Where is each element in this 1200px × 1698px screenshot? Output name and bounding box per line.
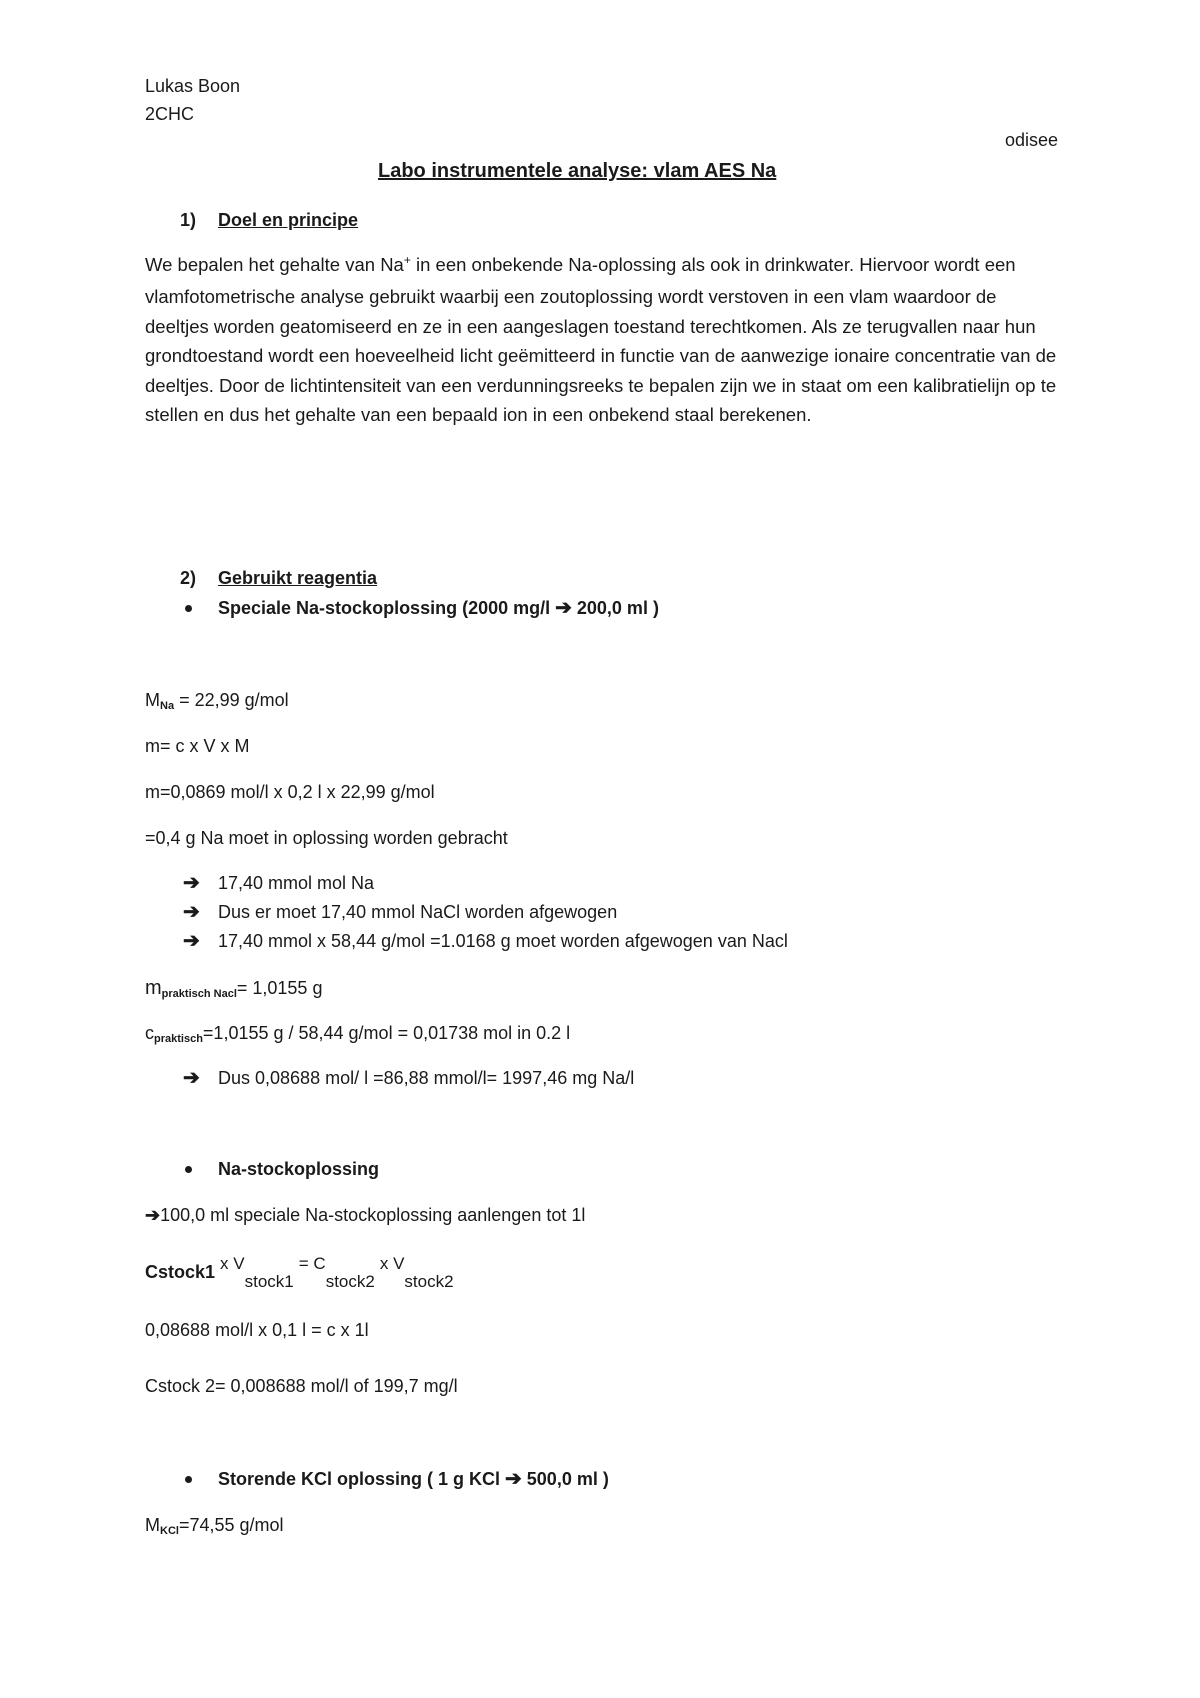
formula-line: m=0,0869 mol/l x 0,2 l x 22,99 g/mol	[145, 782, 435, 802]
right-arrow-icon: ➔	[555, 597, 572, 619]
author-name: Lukas Boon	[145, 76, 241, 96]
right-arrow-icon: ➔	[505, 1468, 522, 1490]
formula-line: m= c x V x M	[145, 736, 250, 756]
right-arrow-icon: ➔	[145, 1205, 161, 1225]
section-number: 1)	[180, 210, 197, 230]
principle-paragraph: We bepalen het gehalte van Na+ in een onbekende Na-oplossing als ook in drinkwater. Hiervoor wordt een vlamfotometrische analyse gebruikt waarbij een zoutoplossing wordt verstoven in een vlam waardoor de deeltjes worden geatomiseerd en ze in een aangeslagen toestand terechtkomen. Als ze terugvallen naar hun grondtoestand wordt een hoeveelheid licht geëmitteerd in functie van de aanwezige ionaire concentratie van de deeltjes. Door de lichtintensiteit van een verdunningsreeks te bepalen zijn we in staat om een kalibratielijn op te stellen en dus het gehalte van een bepaald ion in een onbekend staal berekenen.	[145, 253, 1057, 426]
molar-mass-kcl: MKCl=74,55 g/mol	[145, 1515, 284, 1537]
formula-line: =0,4 g Na moet in oplossing worden gebracht	[145, 828, 508, 848]
reagent-heading: Storende KCl oplossing ( 1 g KCl ➔ 500,0 ml )	[218, 1468, 609, 1490]
dilution-line: ➔100,0 ml speciale Na-stockoplossing aanlengen tot 1l	[145, 1205, 586, 1225]
calc-line: 0,08688 mol/l x 0,1 l = c x 1l	[145, 1320, 369, 1340]
arrow-item: 17,40 mmol x 58,44 g/mol =1.0168 g moet worden afgewogen van Nacl	[218, 931, 788, 951]
bullet-icon	[185, 1166, 192, 1173]
section-number: 2)	[180, 568, 197, 588]
right-arrow-icon: ➔	[183, 1067, 200, 1089]
concentration-practical: cpraktisch=1,0155 g / 58,44 g/mol = 0,01738 mol in 0.2 l	[145, 1023, 571, 1045]
molar-mass-na: MNa = 22,99 g/mol	[145, 690, 289, 712]
reagent-heading: Na-stockoplossing	[218, 1159, 380, 1179]
arrow-item: 17,40 mmol mol Na	[218, 873, 375, 893]
bullet-icon	[185, 605, 192, 612]
section-heading: Gebruikt reagentia	[218, 568, 378, 588]
right-arrow-icon: ➔	[183, 930, 200, 952]
mass-practical: mpraktisch Nacl= 1,0155 g	[145, 977, 323, 1000]
arrow-item: Dus er moet 17,40 mmol NaCl worden afgewogen	[218, 902, 618, 922]
class-code: 2CHC	[145, 104, 195, 124]
dilution-equation: Cstock1 x Vstock1 = Cstock2 x Vstock2	[145, 1254, 454, 1291]
calc-line: Cstock 2= 0,008688 mol/l of 199,7 mg/l	[145, 1376, 458, 1396]
school-name: odisee	[1005, 130, 1059, 150]
right-arrow-icon: ➔	[183, 901, 200, 923]
arrow-item: Dus 0,08688 mol/ l =86,88 mmol/l= 1997,46 mg Na/l	[218, 1068, 635, 1088]
bullet-icon	[185, 1476, 192, 1483]
page-title: Labo instrumentele analyse: vlam AES Na	[378, 160, 777, 182]
reagent-heading: Speciale Na-stockoplossing (2000 mg/l ➔ 200,0 ml )	[218, 597, 659, 619]
right-arrow-icon: ➔	[183, 872, 200, 894]
section-heading: Doel en principe	[218, 210, 359, 230]
